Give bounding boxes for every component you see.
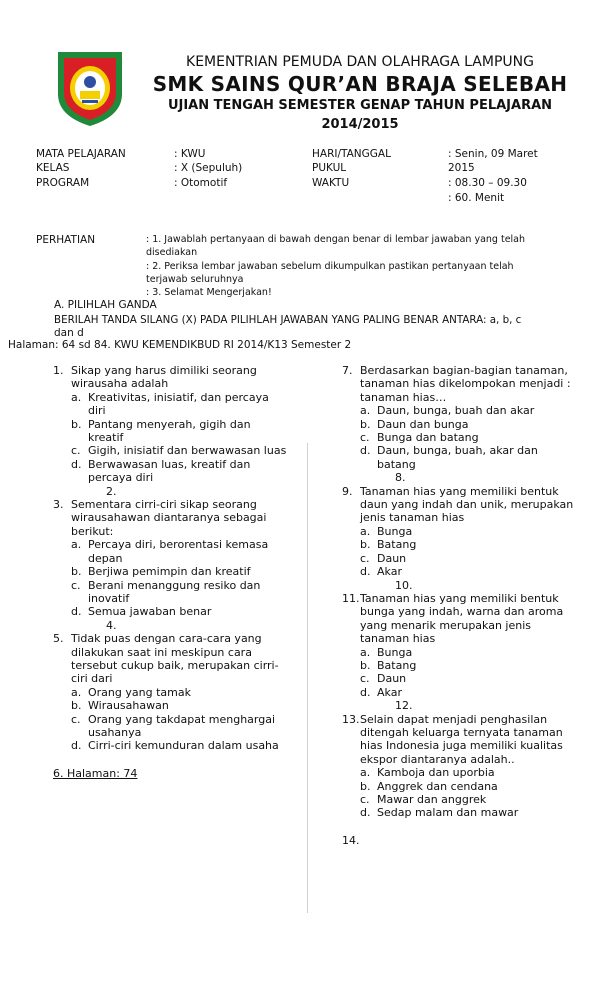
notice-item-3: : 3. Selamat Mengerjakan! (146, 287, 272, 298)
question-number: 5. (53, 632, 64, 646)
option[interactable]: b. Pantang menyerah, gigih dan kreatif (71, 417, 251, 445)
option[interactable]: d. Akar (360, 565, 402, 579)
duration-label: WAKTU (312, 177, 350, 189)
duration-value: : 60. Menit (448, 192, 505, 204)
option[interactable]: b. Berjiwa pemimpin dan kreatif (71, 565, 251, 579)
question-number: 9. (342, 484, 353, 498)
question-number: 7. (342, 364, 353, 377)
date-label: HARI/TANGGAL (312, 148, 391, 160)
program-label: PROGRAM (36, 177, 90, 189)
option-list (342, 525, 580, 579)
question (342, 364, 580, 404)
date-year: 2015 (448, 162, 475, 174)
exam-year: 2014/2015 (321, 117, 399, 132)
column-divider (307, 443, 308, 913)
option[interactable]: d. Akar (360, 685, 402, 699)
question-number: 2. (106, 484, 117, 498)
question-text: Sementara cirri-ciri sikap seorang wirausahawan diantaranya sebagai berikut: (71, 498, 267, 538)
question (342, 713, 580, 767)
option[interactable]: a. Bunga (360, 645, 413, 659)
option[interactable]: d. Sedap malam dan mawar (360, 806, 519, 820)
option[interactable]: d. Berwawasan luas, kreatif dan percaya diri (71, 457, 251, 485)
option[interactable]: d. Daun, bunga, buah, akar dan batang (360, 444, 538, 471)
section-title: A. PILIHLAH GANDA (54, 299, 157, 311)
option-list (342, 404, 580, 471)
option[interactable]: b. Batang (360, 538, 417, 552)
option[interactable]: c. Daun (360, 672, 407, 686)
ministry-title: KEMENTRIAN PEMUDA DAN OLAHRAGA LAMPUNG (186, 54, 534, 70)
question (53, 364, 288, 391)
question-text: Tanaman hias yang memiliki bentuk bunga yang indah, warna dan aroma yang menarik merupakan jenis tanaman hias (360, 591, 564, 646)
notice-item-2-cont: terjawab seluruhnya (146, 274, 244, 285)
option-list (53, 391, 288, 485)
option[interactable]: a. Kreativitas, inisiatif, dan percaya diri (71, 390, 269, 418)
option[interactable]: a. Bunga (360, 524, 413, 538)
question-number: 13. (342, 712, 360, 726)
class-label: KELAS (36, 162, 70, 174)
question-text: Berdasarkan bagian-bagian tanaman, tanaman hias dikelompokan menjadi : tanaman hias… (360, 364, 571, 404)
question-text: Tanaman hias yang memiliki bentuk daun yang indah dan unik, merupakan jenis tanaman hias (360, 484, 574, 525)
option[interactable]: c. Orang yang takdapat menghargai usahanya (71, 712, 276, 739)
questions-left-column (53, 364, 288, 780)
question (342, 592, 580, 646)
exam-title: UJIAN TENGAH SEMESTER GENAP TAHUN PELAJARAN (167, 98, 553, 113)
option[interactable]: a. Daun, bunga, buah dan akar (360, 404, 535, 418)
question-number: 4. (106, 618, 117, 632)
notice-item-1: : 1. Jawablah pertanyaan di bawah dengan benar di lembar jawaban yang telah (146, 234, 526, 245)
spacer (53, 753, 288, 767)
section-instruction-cont: dan d (54, 327, 84, 339)
option-list (53, 538, 288, 618)
option[interactable]: d. Semua jawaban benar (71, 605, 212, 619)
notice-item-1-cont: disediakan (146, 247, 198, 258)
option[interactable]: b. Wirausahawan (71, 699, 169, 713)
option[interactable]: c. Mawar dan anggrek (360, 793, 487, 806)
question-number: 3. (53, 498, 64, 512)
question-text: Tidak puas dengan cara-cara yang dilakukan saat ini meskipun cara tersebut cukup baik, merupakan cirri-ciri dari (71, 632, 279, 686)
option[interactable]: c. Berani menanggung resiko dan inovatif (71, 578, 261, 605)
option[interactable]: a. Percaya diri, berorentasi kemasa depan (71, 538, 269, 565)
question-number: 10. (395, 578, 413, 592)
subject-value: : KWU (174, 148, 206, 160)
option-list (342, 766, 580, 820)
option[interactable]: a. Kamboja dan uporbia (360, 766, 495, 780)
source-reference: Halaman: 64 sd 84. KWU KEMENDIKBUD RI 2014/K13 Semester 2 (8, 339, 352, 351)
question-number: 14. (342, 833, 360, 847)
questions-right-column (342, 364, 580, 847)
question-text: Selain dapat menjadi penghasilan ditengah keluarga ternyata tanaman hias Indonesia juga memiliki kualitas ekspor diantaranya adalah.. (360, 712, 563, 766)
date-value: : Senin, 09 Maret (448, 148, 538, 160)
class-value: : X (Sepuluh) (174, 162, 243, 174)
question (342, 485, 580, 525)
spacer (342, 820, 580, 834)
page-reference-link: 6. Halaman: 74 (53, 766, 138, 780)
program-value: : Otomotif (174, 177, 228, 189)
question-number: 1. (53, 364, 64, 377)
option[interactable]: b. Anggrek dan cendana (360, 779, 498, 793)
option-list (53, 686, 288, 753)
option[interactable]: c. Daun (360, 551, 407, 565)
section-instruction: BERILAH TANDA SILANG (X) PADA PILIHLAH JAWABAN YANG PALING BENAR ANTARA: a, b, c (54, 314, 522, 326)
time-label: PUKUL (312, 162, 347, 174)
notice-label: PERHATIAN (36, 234, 96, 246)
question-number: 11. (342, 591, 360, 605)
subject-label: MATA PELAJARAN (36, 148, 126, 160)
option[interactable]: d. Cirri-ciri kemunduran dalam usaha (71, 739, 279, 753)
option-list (342, 646, 580, 700)
option[interactable]: b. Batang (360, 658, 417, 672)
school-logo (56, 50, 124, 128)
question-number: 8. (395, 471, 406, 485)
school-name: SMK SAINS QUR’AN BRAJA SELEBAH (152, 72, 568, 96)
time-range: : 08.30 – 09.30 (448, 177, 527, 189)
question-number: 12. (395, 699, 413, 713)
option[interactable]: c. Gigih, inisiatif dan berwawasan luas (71, 444, 287, 458)
option[interactable]: b. Daun dan bunga (360, 417, 469, 431)
option[interactable]: a. Orang yang tamak (71, 685, 191, 699)
question (53, 632, 288, 686)
notice-item-2: : 2. Periksa lembar jawaban sebelum dikumpulkan pastikan pertanyaan telah (146, 261, 514, 272)
option[interactable]: c. Bunga dan batang (360, 431, 479, 445)
question-text: Sikap yang harus dimiliki seorang wirausaha adalah (71, 364, 257, 391)
question (53, 498, 288, 538)
